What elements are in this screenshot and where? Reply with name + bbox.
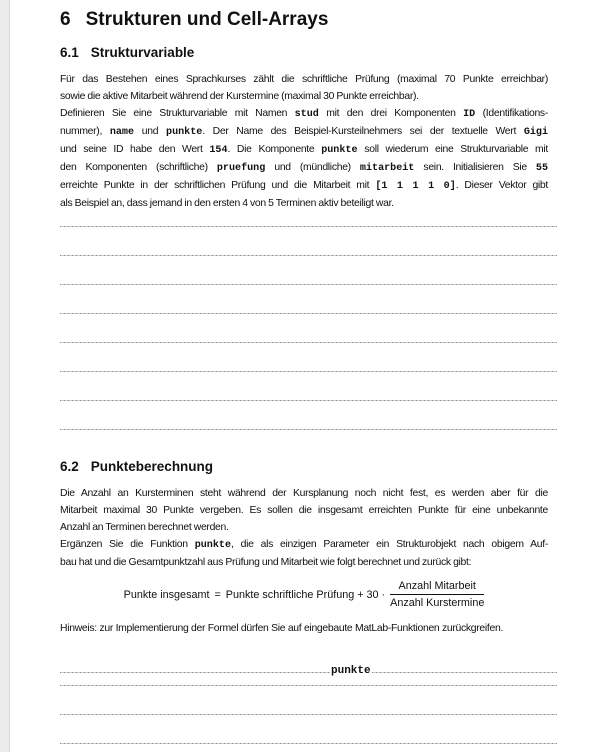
formula-lhs: Punkte insgesamt [123, 588, 210, 601]
hint-text: Hinweis: zur Implementierung der Formel dürfen Sie auf eingebaute MatLab-Funktionen zurückgreifen. [60, 623, 504, 635]
answer-line [60, 715, 557, 744]
inline-code: Gigi [523, 127, 549, 139]
inline-code: punkte [166, 127, 203, 139]
section-62-number: 6.2 [60, 459, 79, 475]
section-61-number: 6.1 [60, 44, 79, 60]
section-61-heading [60, 45, 557, 61]
document-page [10, 0, 603, 752]
section-punkteberechnung [60, 459, 557, 744]
answer-line [60, 657, 557, 686]
section-strukturvariable [60, 45, 557, 430]
inline-code: name [109, 127, 135, 139]
fraction-denominator: Anzahl Kurstermine [390, 597, 485, 610]
chapter-title: Strukturen und Cell-Arrays [85, 9, 329, 30]
section-62-heading [60, 459, 557, 475]
formula-fraction [390, 580, 484, 609]
text-line: Für das Bestehen eines Sprachkurses zählt die schriftliche Prüfung (maximal 70 Punkte erreichbar) [60, 74, 548, 86]
inline-code: 154 [209, 145, 228, 157]
text-line: Ergänzen Sie die Funktion punkte, die als einzigen Parameter ein Strukturobjekt nach obigem Auf- [60, 539, 548, 552]
section-62-answer-lines [60, 657, 557, 744]
inline-code: punkte [194, 540, 231, 552]
inline-code: 55 [535, 163, 548, 175]
inline-code: pruefung [216, 163, 266, 175]
section-62-title: Punkteberechnung [90, 459, 214, 475]
answer-line [60, 285, 557, 314]
text-line: nummer), name und punkte. Der Name des Beispiel-Kursteilnehmers sei der textuelle Wert Gigi [60, 126, 549, 139]
text-line: und seine ID habe den Wert 154. Die Komponente punkte soll wiederum eine Strukturvariable mit [60, 144, 548, 157]
answer-line [60, 343, 557, 372]
formula-rhs-prefix: Punkte schriftliche Prüfung + 30 · [225, 588, 386, 601]
text-line: Definieren Sie eine Strukturvariable mit Namen stud mit den drei Komponenten ID (Identifikations- [60, 108, 548, 121]
answer-line [60, 686, 557, 715]
inline-code: [1 1 1 1 0] [375, 181, 456, 193]
page-left-gutter [0, 0, 10, 752]
inline-code: ID [463, 109, 476, 121]
answer-line [60, 198, 557, 227]
chapter-number: 6 [60, 9, 71, 30]
section-61-title: Strukturvariable [90, 44, 195, 60]
answer-line [60, 372, 557, 401]
points-formula [60, 580, 548, 609]
section-61-paragraph [60, 71, 557, 212]
section-62-paragraph [60, 485, 557, 571]
text-line: Die Anzahl an Kursterminen steht während der Kursplanung noch nicht fest, es werden aber für die [60, 488, 548, 500]
text-line: als Beispiel an, dass jemand in den ersten 4 von 5 Terminen aktiv beteiligt war. [60, 198, 394, 210]
inline-code: stud [294, 109, 319, 121]
text-line: erreichte Punkte in der schriftlichen Prüfung und die Mitarbeit mit [1 1 1 1 0]. Dieser Vektor gibt [60, 180, 548, 193]
text-line: bau hat und die Gesamtpunktzahl aus Prüfung und Mitarbeit wie folgt berechnet und zurück gibt: [60, 557, 472, 569]
text-line: sowie die aktive Mitarbeit während der Kurstermine (maximal 30 Punkte erreichbar). [60, 91, 419, 103]
text-line: Anzahl an Terminen berechnet werden. [60, 522, 229, 534]
answer-line [60, 314, 557, 343]
section-61-answer-lines [60, 198, 557, 430]
text-line: den Komponenten (schriftliche) pruefung und (mündliche) mitarbeit sein. Initialisieren Sie 55 [60, 162, 548, 175]
answer-line [60, 401, 557, 430]
function-name-label: punkte [331, 665, 371, 678]
inline-code: mitarbeit [359, 163, 415, 175]
answer-line [60, 256, 557, 285]
fraction-numerator: Anzahl Mitarbeit [398, 580, 476, 593]
chapter-heading [60, 9, 557, 31]
text-line: Mitarbeit maximal 30 Punkte vergeben. Es sollen die insgesamt erreichten Punkte für eine unbekannte [60, 505, 548, 517]
formula-equals-sign: = [214, 588, 221, 601]
inline-code: punkte [321, 145, 358, 157]
answer-line [60, 227, 557, 256]
